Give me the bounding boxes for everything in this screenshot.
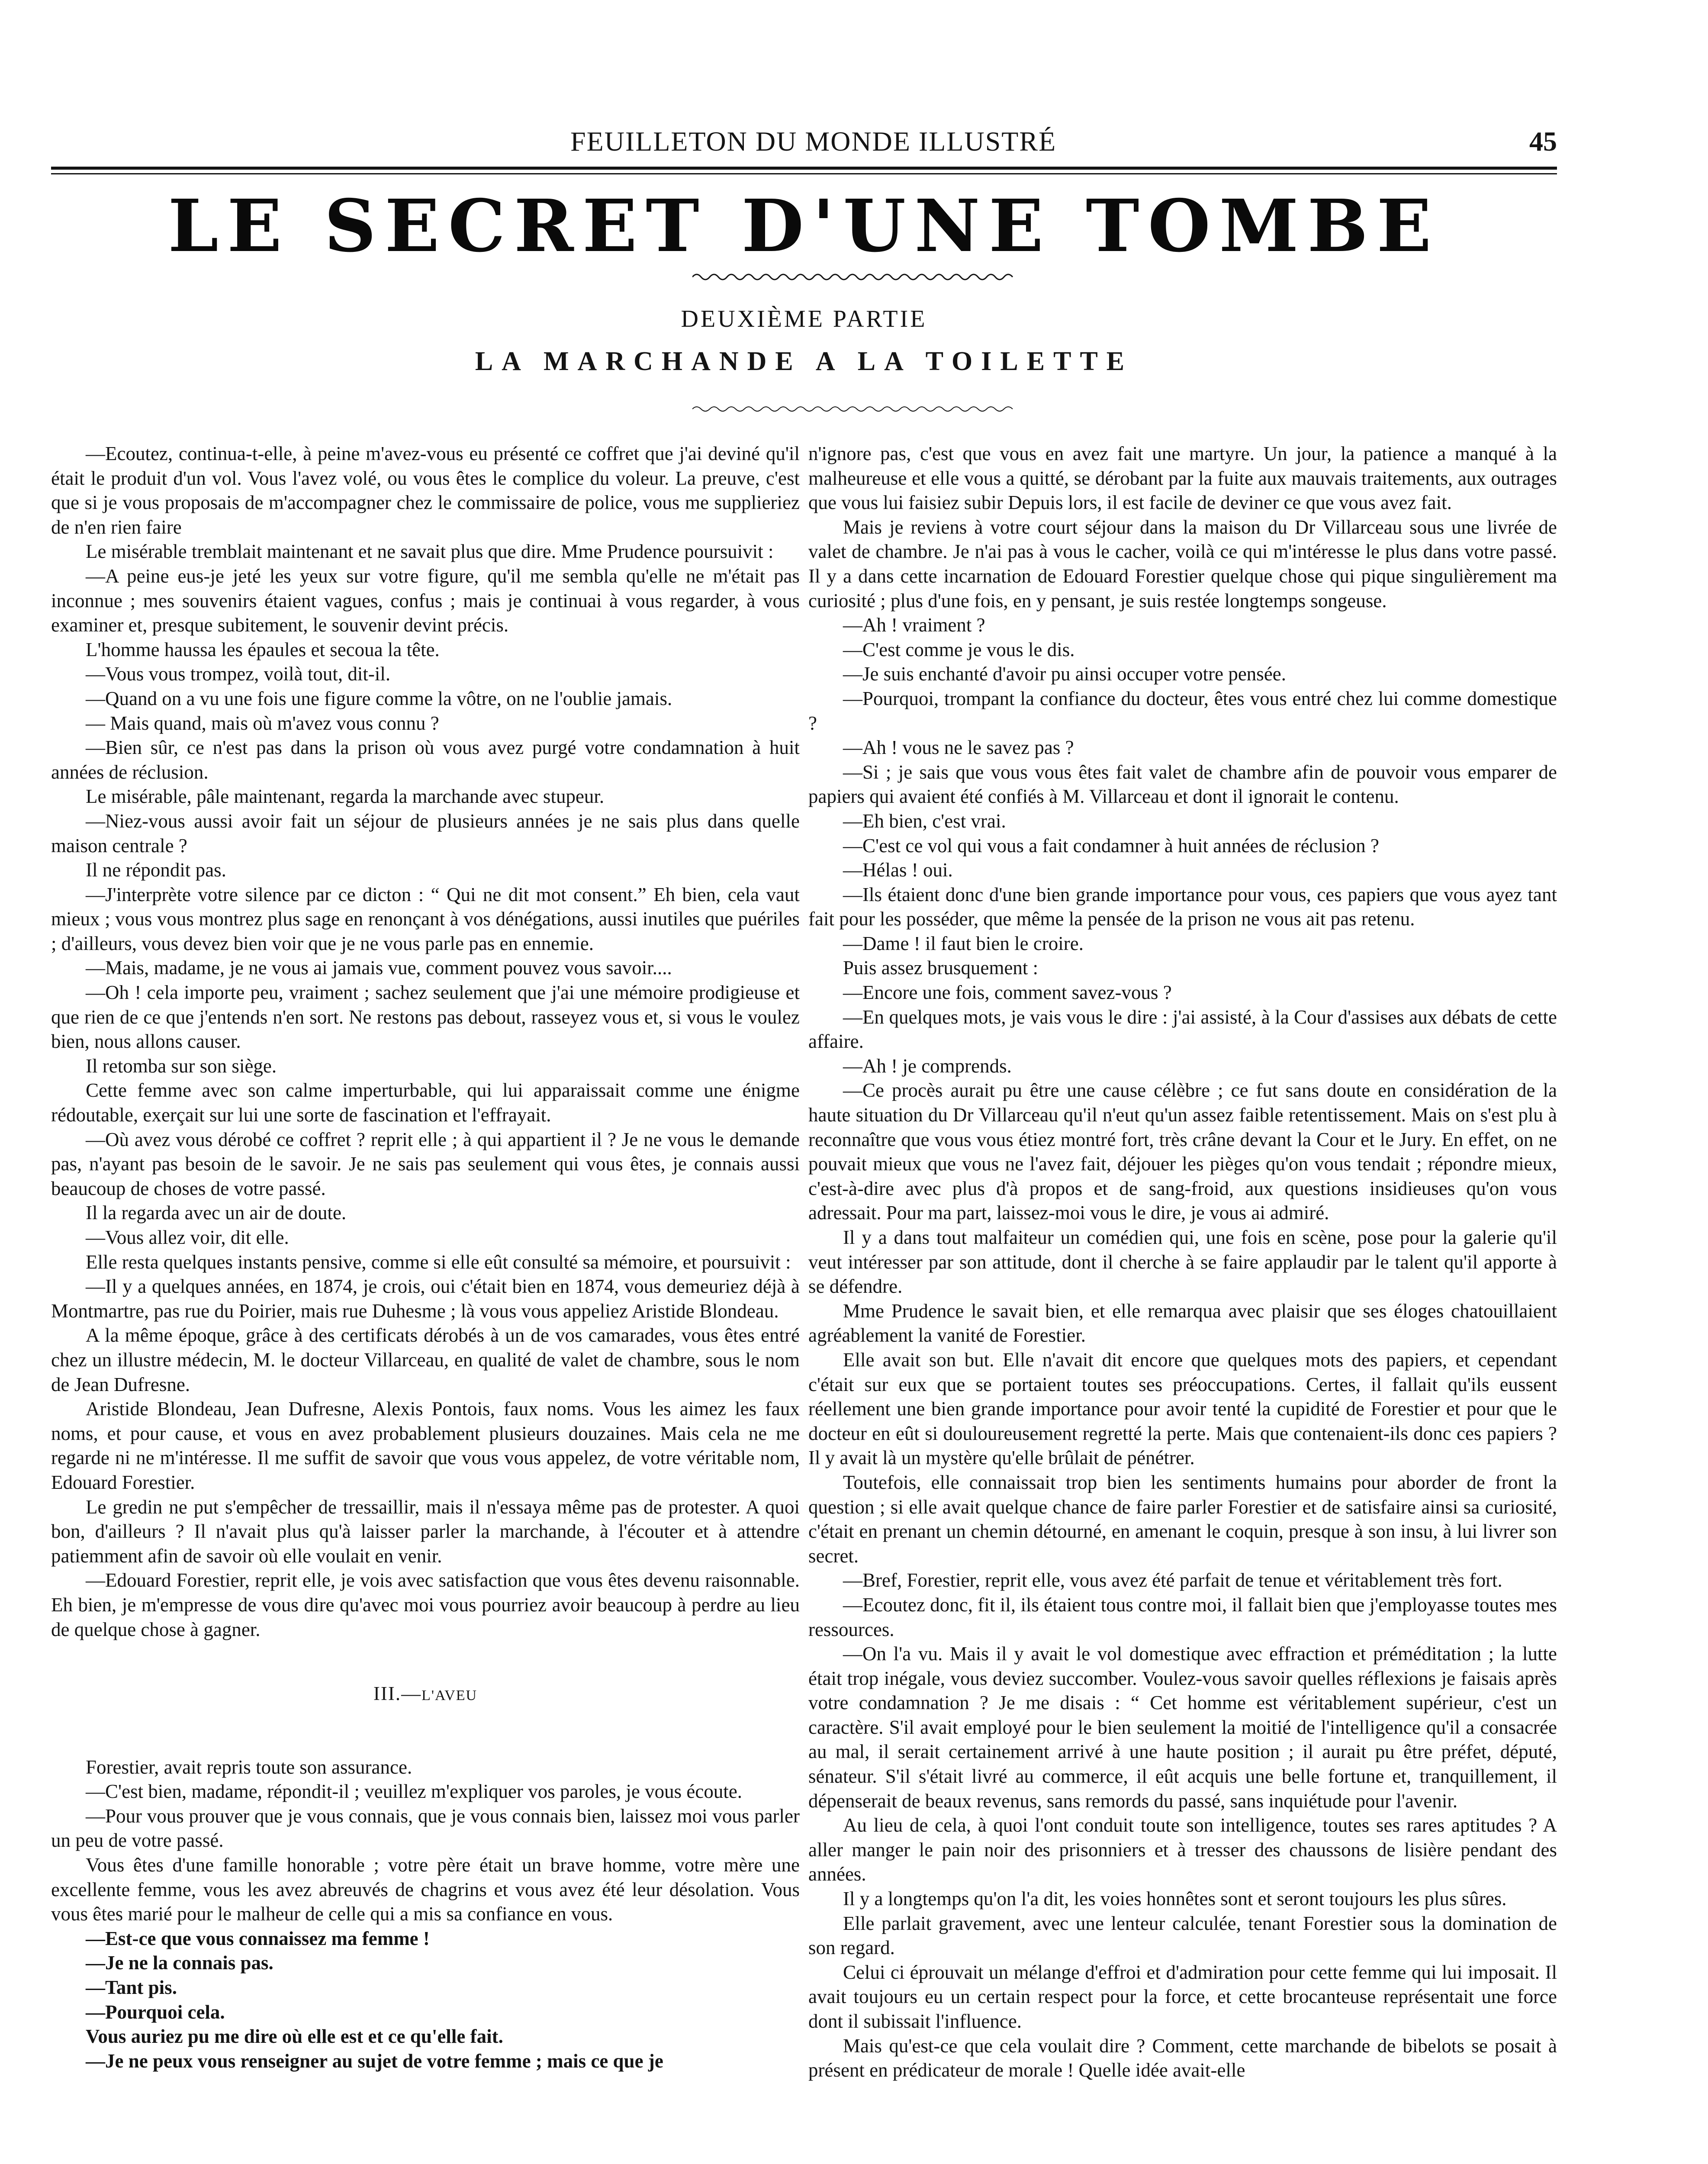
paragraph: —En quelques mots, je vais vous le dire : j'ai assisté, à la Cour d'assises aux débats de cette affaire. bbox=[808, 1006, 1557, 1053]
paragraph: —Bien sûr, ce n'est pas dans la prison où vous avez purgé votre condamnation à huit années de réclusion. bbox=[51, 737, 800, 783]
paragraph: —Dame ! il faut bien le croire. bbox=[843, 932, 1084, 954]
paragraph: Le misérable tremblait maintenant et ne savait plus que dire. Mme Prudence poursuivit : bbox=[86, 541, 774, 563]
right-column-text bbox=[808, 441, 1557, 2083]
paragraph: Le misérable, pâle maintenant, regarda la marchande avec stupeur. bbox=[86, 786, 605, 808]
paragraph: Elle avait son but. Elle n'avait dit encore que quelques mots des papiers, et cependant c'était sur eux que se portaient toutes ses préoccupations. Certes, il fallait qu'ils eussent réellement une bien grande importance pour avoir tenté la cupidité de Forestier et pour que le docteur en eût si douloureusement regretté la perte. Mais que contenaient-ils donc ces papiers ? Il y avait là un mystère qu'elle brûlait de pénétrer. bbox=[808, 1349, 1557, 1469]
paragraph: Toutefois, elle connaissait trop bien les sentiments humains pour aborder de front la question ; si elle avait quelque chance de faire parler Forestier et de satisfaire ainsi sa curiosité, c'était en prenant un chemin détourné, en amenant le coquin, presque à son insu, à lui livrer son secret. bbox=[808, 1471, 1557, 1567]
paragraph: —Tant pis. bbox=[86, 1977, 177, 1999]
paragraph: Mais je reviens à votre court séjour dans la maison du Dr Villarceau sous une livrée de valet de chambre. Je n'ai pas à vous le cacher, voilà ce qui m'intéresse le plus dans votre passé. Il y a dans cette incarnation de Edouard Forestier quelque chose qui pique singulièrement ma curiosité ; plus d'une fois, en y pensant, je suis restée longtemps songeuse. bbox=[808, 516, 1557, 612]
paragraph: —Ah ! je comprends. bbox=[843, 1055, 1012, 1077]
paragraph: Au lieu de cela, à quoi l'ont conduit toute son intelligence, toutes ses rares aptitudes ? A aller manger le pain noir des prisonniers et à tresser des chaussons de lisière pendant des années. bbox=[808, 1814, 1557, 1885]
paragraph: Il la regarda avec un air de doute. bbox=[86, 1202, 347, 1224]
paragraph: —Ecoutez, continua-t-elle, à peine m'avez-vous eu présenté ce coffret que j'ai deviné qu'il était le produit d'un vol. Vous l'avez volé, ou vous êtes le complice du voleur. La preuve, c'est que si je vous proposais de m'accompagner chez le commissaire de police, vous me supplieriez de n'en rien faire bbox=[51, 443, 800, 538]
paragraph: —J'interprète votre silence par ce dicton : “ Qui ne dit mot consent.” Eh bien, cela vaut mieux ; vous vous montrez plus sage en renonçant à vos dénégations, aussi inutiles que puériles ; d'ailleurs, vous devez bien voir que je ne vous parle pas en ennemie. bbox=[51, 883, 800, 954]
paragraph: Elle parlait gravement, avec une lenteur calculée, tenant Forestier sous la domination de son regard. bbox=[808, 1912, 1557, 1959]
right-column bbox=[808, 441, 1557, 2083]
paragraph: Aristide Blondeau, Jean Dufresne, Alexis Pontois, faux noms. Vous les aimez les faux noms, et pour cause, et vous en avez probablement plusieurs douzaines. Mais cela ne me regarde ni ne m'intéresse. Il me suffit de savoir que vous vous appelez, de votre véritable nom, Edouard Forestier. bbox=[51, 1398, 800, 1493]
section-heading bbox=[51, 1681, 800, 1708]
paragraph: —Où avez vous dérobé ce coffret ? reprit elle ; à qui appartient il ? Je ne vous le demande pas, n'ayant pas besoin de le savoir. Je ne sais pas seulement qui vous êtes, je connais aussi beaucoup de choses de votre passé. bbox=[51, 1128, 800, 1199]
left-column bbox=[51, 441, 800, 2073]
paragraph: — Mais quand, mais où m'avez vous connu ? bbox=[86, 712, 439, 734]
paragraph: —Ah ! vraiment ? bbox=[843, 614, 985, 636]
paragraph: —Je ne la connais pas. bbox=[86, 1952, 273, 1974]
header-rule-thin bbox=[51, 173, 1557, 174]
paragraph: —C'est comme je vous le dis. bbox=[843, 638, 1075, 660]
paragraph: —Hélas ! oui. bbox=[843, 859, 953, 881]
paragraph: Il ne répondit pas. bbox=[86, 859, 226, 881]
header-rule-thick bbox=[51, 167, 1557, 170]
paragraph: Celui ci éprouvait un mélange d'effroi et d'admiration pour cette femme qui lui imposait. Il avait toujours eu un certain respect pour la force, et cette brocanteuse représentait une force dont il subissait l'influence. bbox=[808, 1961, 1557, 2032]
paragraph: —Ce procès aurait pu être une cause célèbre ; ce fut sans doute en considération de la haute situation du Dr Villarceau qu'il n'eut qu'un assez faible retentissement. Mais on s'est plu à reconnaître que vous vous étiez montré fort, très crâne devant la Cour et le Jury. En effet, on ne pouvait mieux que vous ne l'avez fait, déjouer les pièges qu'on vous tendait ; répondre mieux, c'est-à-dire avec plus d'à propos et de sang-froid, aux questions insidieuses qu'on vous adressait. Pour ma part, laissez-moi vous le dire, je vous ai admiré. bbox=[808, 1079, 1557, 1224]
paragraph: —C'est bien, madame, répondit-il ; veuillez m'expliquer vos paroles, je vous écoute. bbox=[86, 1781, 743, 1803]
paragraph: A la même époque, grâce à des certificats dérobés à un de vos camarades, vous êtes entré chez un illustre médecin, M. le docteur Villarceau, en qualité de valet de chambre, sous le nom de Jean Dufresne. bbox=[51, 1324, 800, 1395]
paragraph: L'homme haussa les épaules et secoua la tête. bbox=[86, 638, 440, 660]
paragraph: Cette femme avec son calme imperturbable, qui lui apparaissait comme une énigme rédoutable, exerçait sur lui une sorte de fascination et l'effrayait. bbox=[51, 1079, 800, 1126]
running-title: FEUILLETON DU MONDE ILLUSTRÉ bbox=[570, 126, 1057, 157]
page-header bbox=[51, 126, 1557, 164]
paragraph: —Ils étaient donc d'une bien grande importance pour vous, ces papiers que vous ayez tant fait pour les posséder, que même la pensée de la prison ne vous ait pas retenu. bbox=[808, 883, 1557, 930]
paragraph: —Je ne peux vous renseigner au sujet de votre femme ; mais ce que je bbox=[86, 2050, 663, 2072]
paragraph: —Encore une fois, comment savez-vous ? bbox=[843, 982, 1172, 1004]
paragraph: n'ignore pas, c'est que vous en avez fait une martyre. Un jour, la patience a manqué à la malheureuse et elle vous a quitté, se dérobant par la fuite aux mauvais traitements, aux outrages que vous lui faisiez subir Depuis lors, il est facile de deviner ce que vous avez fait. bbox=[808, 443, 1557, 514]
paragraph: —Mais, madame, je ne vous ai jamais vue, comment pouvez vous savoir.... bbox=[86, 957, 672, 979]
paragraph: —Edouard Forestier, reprit elle, je vois avec satisfaction que vous êtes devenu raisonnable. Eh bien, je m'empresse de vous dire qu'avec moi vous pourriez avoir beaucoup à perdre au lieu de quelque chose à gagner. bbox=[51, 1569, 800, 1640]
paragraph: —On l'a vu. Mais il y avait le vol domestique avec effraction et préméditation ; la lutte était trop inégale, vous deviez succomber. Voulez-vous savoir quelles réflexions je faisais après votre condamnation ? Je me disais : “ Cet homme est véritablement supérieur, c'est un caractère. S'il avait employé pour le bien seulement la moitié de l'intelligence qu'il a consacrée au mal, il serait certainement arrivé à une haute position ; il aurait pu être préfet, député, sénateur. S'il s'était livré au commerce, il eût acquis une belle fortune et, tranquillement, il dépenserait de beaux revenus, sans remords du passé, sans inquiétude pour l'avenir. bbox=[808, 1643, 1557, 1812]
paragraph: Vous auriez pu me dire où elle est et ce qu'elle fait. bbox=[86, 2026, 503, 2048]
paragraph: —Pourquoi cela. bbox=[86, 2001, 225, 2023]
paragraph: Mais qu'est-ce que cela voulait dire ? Comment, cette marchande de bibelots se posait à présent en prédicateur de morale ! Quelle idée avait-elle bbox=[808, 2035, 1557, 2081]
paragraph: —Si ; je sais que vous vous êtes fait valet de chambre afin de pouvoir vous emparer de papiers qui avaient été confiés à M. Villarceau et dont il ignorait le contenu. bbox=[808, 761, 1557, 808]
section-number: III.— bbox=[373, 1683, 422, 1705]
section-title: L'AVEU bbox=[421, 1687, 478, 1704]
paragraph: —Pour vous prouver que je vous connais, que je vous connais bien, laissez moi vous parler un peu de votre passé. bbox=[51, 1805, 800, 1852]
paragraph: —Eh bien, c'est vrai. bbox=[843, 810, 1006, 832]
paragraph: —Vous allez voir, dit elle. bbox=[86, 1227, 289, 1248]
paragraph: —Vous vous trompez, voilà tout, dit-il. bbox=[86, 663, 391, 685]
paragraph: —Bref, Forestier, reprit elle, vous avez été parfait de tenue et véritablement très fort. bbox=[843, 1569, 1502, 1591]
paragraph: —C'est ce vol qui vous a fait condamner à huit années de réclusion ? bbox=[843, 834, 1379, 857]
paragraph: —Oh ! cela importe peu, vraiment ; sachez seulement que j'ai une mémoire prodigieuse et que rien de ce que j'entends n'en sort. Ne restons pas debout, rasseyez vous et, si vous le voulez bien, nous allons causer. bbox=[51, 982, 800, 1053]
title-ornament bbox=[692, 268, 1017, 286]
paragraph: Il y a longtemps qu'on l'a dit, les voies honnêtes sont et seront toujours les plus sûres. bbox=[843, 1888, 1507, 1910]
paragraph: Le gredin ne put s'empêcher de tressaillir, mais il n'essaya même pas de protester. A quoi bon, d'ailleurs ? Il n'avait plus qu'à laisser parler la marchande, à l'écouter et à attendre patiemment afin de savoir où elle voulait en venir. bbox=[51, 1496, 800, 1567]
left-column-continued-text bbox=[51, 1755, 800, 2074]
paragraph: —Niez-vous aussi avoir fait un séjour de plusieurs années je ne sais plus dans quelle maison centrale ? bbox=[51, 810, 800, 857]
paragraph: Il y a dans tout malfaiteur un comédien qui, une fois en scène, pose pour la galerie qu'il veut intéresser par son attitude, dont il cherche à se faire applaudir par le talent qu'il apporte à se défendre. bbox=[808, 1227, 1557, 1298]
part-heading: DEUXIÈME PARTIE bbox=[681, 306, 927, 332]
paragraph: Forestier, avait repris toute son assurance. bbox=[86, 1756, 412, 1778]
part-subtitle: LA MARCHANDE A LA TOILETTE bbox=[475, 347, 1133, 376]
paragraph: —Il y a quelques années, en 1874, je crois, oui c'était bien en 1874, vous demeuriez déjà à Montmartre, pas rue du Poirier, mais rue Duhesme ; là vous vous appeliez Aristide Blondeau. bbox=[51, 1275, 800, 1322]
left-column-text bbox=[51, 441, 800, 1642]
paragraph: —Ah ! vous ne le savez pas ? bbox=[843, 737, 1074, 759]
page-number: 45 bbox=[1529, 126, 1557, 157]
paragraph: Vous êtes d'une famille honorable ; votre père était un brave homme, votre mère une excellente femme, vous les avez abreuvés de chagrins et vous avez été leur désolation. Vous vous êtes marié pour le malheur de celle qui a mis sa confiance en vous. bbox=[51, 1854, 800, 1925]
paragraph: —Quand on a vu une fois une figure comme la vôtre, on ne l'oublie jamais. bbox=[86, 687, 672, 709]
paragraph: —Est-ce que vous connaissez ma femme ! bbox=[86, 1927, 430, 1949]
paragraph: Il retomba sur son siège. bbox=[86, 1055, 277, 1077]
paragraph: —Pourquoi, trompant la confiance du docteur, êtes vous entré chez lui comme domestique ? bbox=[808, 687, 1557, 734]
paragraph: —Je suis enchanté d'avoir pu ainsi occuper votre pensée. bbox=[843, 663, 1287, 685]
paragraph: —Ecoutez donc, fit il, ils étaient tous contre moi, il fallait bien que j'employasse toutes mes ressources. bbox=[808, 1594, 1557, 1640]
paragraph: Mme Prudence le savait bien, et elle remarqua avec plaisir que ses éloges chatouillaient agréablement la vanité de Forestier. bbox=[808, 1300, 1557, 1346]
paragraph: Elle resta quelques instants pensive, comme si elle eût consulté sa mémoire, et poursuivit : bbox=[86, 1251, 791, 1273]
paragraph: —A peine eus-je jeté les yeux sur votre figure, qu'il me sembla qu'elle ne m'était pas inconnue ; mes souvenirs étaient vagues, confus ; mais je continuai à vous regarder, à vous examiner et, presque subitement, le souvenir devint précis. bbox=[51, 565, 800, 636]
paragraph: Puis assez brusquement : bbox=[843, 957, 1039, 979]
subtitle-ornament bbox=[692, 400, 1017, 418]
story-title: LE SECRET D'UNE TOMBE bbox=[168, 184, 1440, 268]
